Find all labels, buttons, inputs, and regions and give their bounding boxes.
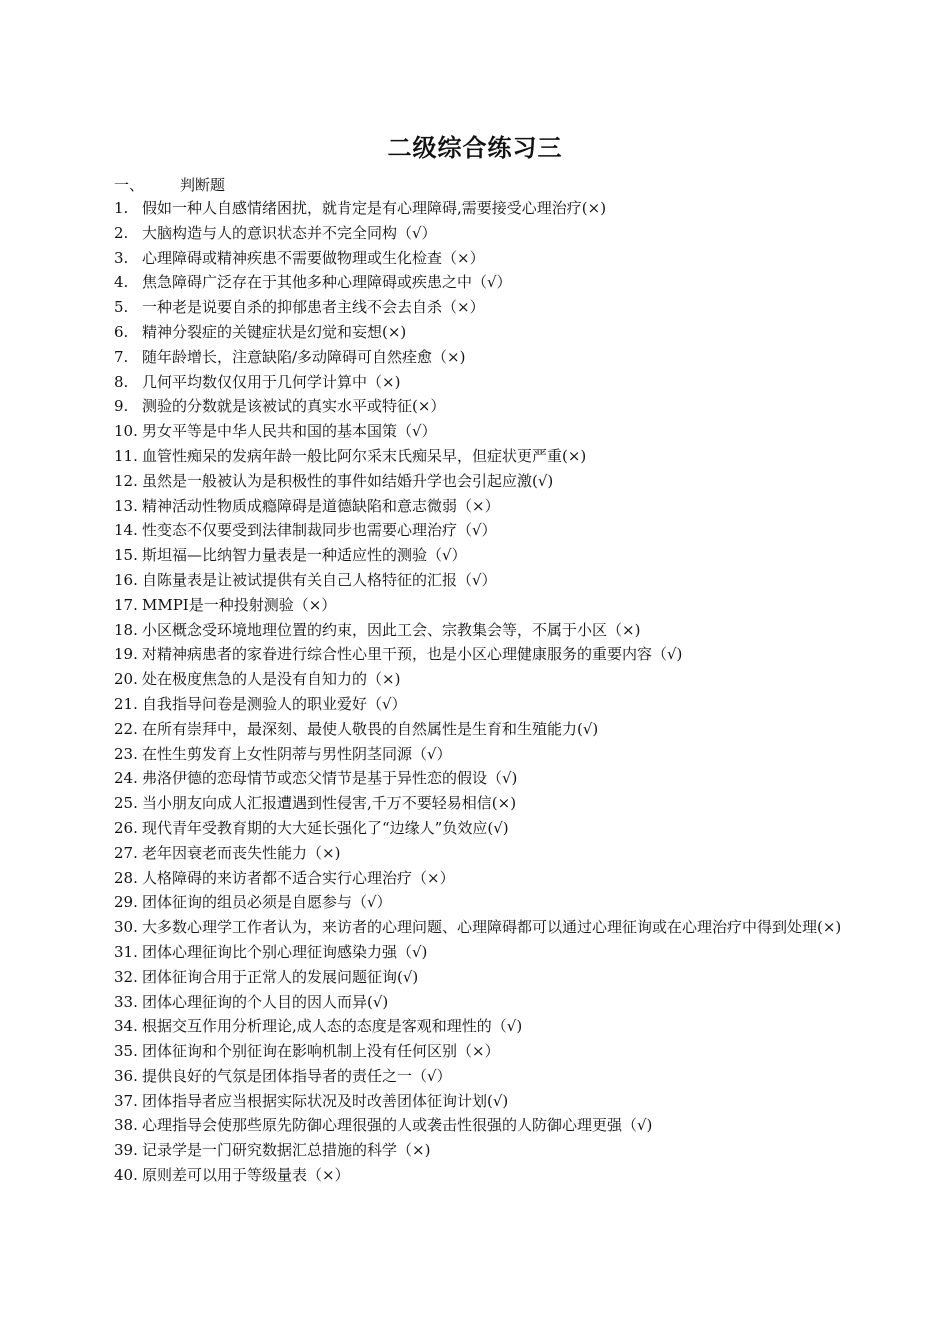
question-number: 29. [114, 893, 138, 912]
question-item [114, 1089, 844, 1114]
question-item [114, 1014, 844, 1039]
question-item [114, 618, 844, 643]
question-item [114, 766, 844, 791]
question-number: 15. [114, 546, 138, 565]
question-item [114, 717, 844, 742]
question-text: 大脑构造与人的意识状态并不完全同构（√） [142, 223, 437, 242]
question-item [114, 270, 844, 295]
document-title: 二级综合练习三 [387, 134, 563, 162]
question-item [114, 1039, 844, 1064]
question-number: 28. [114, 868, 138, 887]
question-text: 精神分裂症的关键症状是幻觉和妄想(×) [142, 322, 407, 341]
question-item [114, 419, 844, 444]
question-text: 焦急障碍广泛存在于其他多种心理障碍或疾患之中（√） [142, 273, 512, 292]
question-number: 20. [114, 670, 138, 689]
question-text: 对精神病患者的家眷进行综合性心里干预，也是小区心理健康服务的重要内容（√) [142, 645, 683, 664]
question-number: 5. [114, 298, 129, 317]
question-list [114, 196, 844, 1188]
question-item [114, 444, 844, 469]
question-number: 8. [114, 372, 129, 391]
question-text: 测验的分数就是该被试的真实水平或特征(×） [142, 397, 446, 416]
question-text: 在性生剪发育上女性阴蒂与男性阴茎同源（√） [142, 744, 452, 763]
question-item [114, 866, 844, 891]
question-text: 虽然是一般被认为是积极性的事件如结婚升学也会引起应激(√) [142, 471, 554, 490]
question-item [114, 469, 844, 494]
question-item [114, 543, 844, 568]
question-number: 32. [114, 967, 138, 986]
question-text: 根据交互作用分析理论,成人态的态度是客观和理性的（√) [142, 1017, 523, 1036]
question-text: 小区概念受环境地理位置的约束，因此工会、宗教集会等，不属于小区（×) [142, 620, 641, 639]
question-item [114, 196, 844, 221]
question-item [114, 295, 844, 320]
question-item [114, 692, 844, 717]
question-item [114, 1163, 844, 1188]
question-text: 精神活动性物质成瘾障碍是道德缺陷和意志微弱（×） [142, 496, 500, 515]
question-text: 记录学是一门研究数据汇总措施的科学（×) [142, 1141, 431, 1160]
question-number: 1. [114, 199, 129, 217]
question-text: 一种老是说要自杀的抑郁患者主线不会去自杀（×） [142, 298, 485, 317]
question-number: 35. [114, 1042, 138, 1061]
question-number: 13. [114, 496, 138, 515]
question-number: 23. [114, 744, 138, 763]
question-number: 7. [114, 347, 129, 366]
question-text: 团体征询和个别征询在影响机制上没有任何区别（×） [142, 1042, 500, 1061]
question-item [114, 518, 844, 543]
question-item [114, 370, 844, 395]
question-number: 31. [114, 942, 138, 961]
question-item [114, 593, 844, 618]
question-text: 血管性痴呆的发病年龄一般比阿尔采末氏痴呆早，但症状更严重(×) [142, 446, 587, 465]
question-text: 心理障碍或精神疾患不需要做物理或生化检查（×） [142, 248, 485, 267]
question-number: 2. [114, 223, 129, 242]
question-text: 弗洛伊德的恋母情节或恋父情节是基于异性恋的假设（√) [142, 769, 518, 788]
question-text: 大多数心理学工作者认为，来访者的心理问题、心理障碍都可以通过心理征询或在心理治疗中得到处理(×) [142, 918, 842, 937]
question-number: 34. [114, 1017, 138, 1036]
question-text: 随年龄增长，注意缺陷/多动障碍可自然痊愈（×) [142, 347, 466, 366]
question-number: 33. [114, 992, 138, 1011]
section-heading [114, 173, 225, 197]
question-text: 团体征询合用于正常人的发展问题征询(√) [142, 967, 419, 986]
question-number: 14. [114, 521, 138, 540]
question-item [114, 816, 844, 841]
question-number: 4. [114, 273, 129, 292]
question-text: 当小朋友向成人汇报遭遇到性侵害,千万不要轻易相信(×) [142, 794, 517, 813]
question-item [114, 667, 844, 692]
question-text: 老年因衰老而丧失性能力（×) [142, 843, 341, 862]
question-item [114, 642, 844, 667]
question-number: 11. [114, 446, 138, 465]
question-number: 18. [114, 620, 138, 639]
question-number: 22. [114, 719, 138, 738]
question-text: 自我指导问卷是测验人的职业爱好（√） [142, 694, 407, 713]
question-number: 9. [114, 397, 129, 416]
question-number: 21. [114, 694, 138, 713]
question-item [114, 568, 844, 593]
question-text: 在所有崇拜中，最深刻、最使人敬畏的自然属性是生育和生殖能力(√) [142, 719, 599, 738]
question-text: 人格障碍的来访者都不适合实行心理治疗（×） [142, 868, 455, 887]
question-text: 性变态不仅要受到法律制裁同步也需要心理治疗（√） [142, 521, 497, 540]
question-text: 提供良好的气氛是团体指导者的责任之一（√） [142, 1066, 452, 1085]
question-text: 处在极度焦急的人是没有自知力的（×) [142, 670, 401, 689]
question-item [114, 394, 844, 419]
question-number: 26. [114, 818, 138, 837]
question-item [114, 1113, 844, 1138]
question-number: 10. [114, 422, 138, 441]
question-number: 24. [114, 769, 138, 788]
question-number: 39. [114, 1141, 138, 1160]
question-number: 27. [114, 843, 138, 862]
question-item [114, 221, 844, 246]
question-text: 斯坦福—比纳智力量表是一种适应性的测验（√） [142, 546, 467, 565]
question-item [114, 246, 844, 271]
question-number: 38. [114, 1116, 138, 1135]
question-number: 40. [114, 1166, 138, 1185]
question-item [114, 791, 844, 816]
section-number: 一、 [114, 176, 145, 194]
question-number: 19. [114, 645, 138, 664]
question-text: 团体指导者应当根据实际状况及时改善团体征询计划(√) [142, 1091, 509, 1110]
question-text: 团体征询的组员必须是自愿参与（√） [142, 893, 392, 912]
question-item [114, 841, 844, 866]
question-text: 团体心理征询比个别心理征询感染力强（√) [142, 942, 428, 961]
question-text: 假如一种人自感情绪困扰，就肯定是有心理障碍,需要接受心理治疗(×) [142, 199, 607, 217]
question-item [114, 742, 844, 767]
question-item [114, 494, 844, 519]
question-number: 12. [114, 471, 138, 490]
question-item [114, 1138, 844, 1163]
question-text: 自陈量表是让被试提供有关自己人格特征的汇报（√） [142, 570, 497, 589]
question-number: 30. [114, 918, 138, 937]
question-text: 男女平等是中华人民共和国的基本国策（√） [142, 422, 437, 441]
question-text: 几何平均数仅仅用于几何学计算中（×) [142, 372, 401, 391]
question-text: 现代青年受教育期的大大延长强化了“边缘人”负效应(√) [142, 818, 509, 837]
question-number: 3. [114, 248, 129, 267]
question-item [114, 915, 844, 940]
question-text: 原则差可以用于等级量表（×） [142, 1166, 350, 1185]
question-item [114, 1064, 844, 1089]
question-text: MMPI是一种投射测验（×） [142, 595, 337, 614]
question-item [114, 345, 844, 370]
section-label: 判断题 [180, 176, 226, 194]
question-text: 心理指导会使那些原先防御心理很强的人或袭击性很强的人防御心理更强（√) [142, 1116, 653, 1135]
question-item [114, 320, 844, 345]
question-item [114, 940, 844, 965]
question-item [114, 990, 844, 1015]
question-number: 6. [114, 322, 129, 341]
question-number: 37. [114, 1091, 138, 1110]
question-number: 25. [114, 794, 138, 813]
question-number: 36. [114, 1066, 138, 1085]
question-item [114, 890, 844, 915]
question-item [114, 965, 844, 990]
question-number: 17. [114, 595, 138, 614]
question-text: 团体心理征询的个人目的因人而异(√) [142, 992, 389, 1011]
question-number: 16. [114, 570, 138, 589]
